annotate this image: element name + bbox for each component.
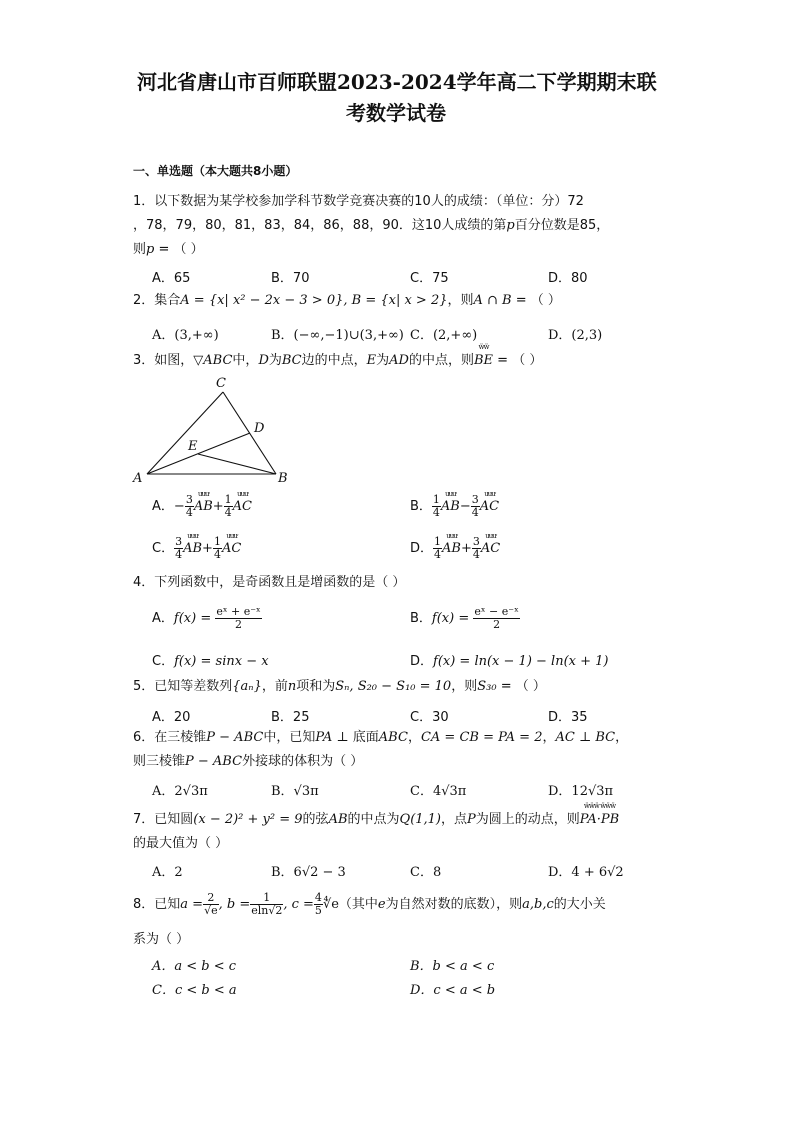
- question-8-a: 8．已知: [133, 897, 181, 912]
- section-heading: 一、单选题（本大题共8小题）: [133, 164, 298, 178]
- question-5: [133, 678, 546, 696]
- question-6-line2-pabc: P − ABC: [185, 754, 243, 769]
- question-6-cond3: AC ⊥ BC: [555, 730, 616, 745]
- triangle-figure: [130, 372, 300, 487]
- question-3-e: E: [366, 353, 377, 368]
- question-3-a: 3．如图，: [133, 353, 194, 368]
- question-6-line2-a: 则三棱锥: [133, 754, 186, 769]
- question-6-cond2: CA = CB = PA = 2: [420, 730, 543, 745]
- question-7-ab: AB: [328, 812, 348, 827]
- question-5-s30: S₃₀: [477, 679, 497, 694]
- question-7-line1: [133, 802, 620, 829]
- q3-option-b-frac2: $\frac{3}{4}$: [471, 493, 479, 519]
- question-1-blank: = （ ）: [154, 242, 204, 257]
- q6-option-d[interactable]: D．12√3π: [548, 784, 614, 799]
- q3-option-a-sign1: −: [173, 499, 185, 514]
- question-6-a: 6．在三棱锥: [133, 730, 207, 745]
- q1-option-a[interactable]: A．65: [152, 271, 191, 286]
- question-6-line2-b: 外接球的体积为（ ）: [242, 754, 364, 769]
- question-3-bc: BC: [281, 353, 302, 368]
- q3-option-c-sign2: +: [202, 541, 213, 556]
- question-1-p2: p: [146, 242, 155, 257]
- edge-ac: [147, 392, 223, 474]
- label-e: E: [188, 439, 198, 454]
- label-d: D: [254, 421, 265, 436]
- question-7-circle: (x − 2)² + y² = 9: [193, 812, 303, 827]
- q3-option-d-letter: D．: [410, 541, 434, 556]
- q3-option-b-vec1: ưưư AB: [440, 490, 460, 514]
- q3-option-a[interactable]: [152, 490, 253, 519]
- q3-option-c-frac2: $\frac{1}{4}$: [213, 535, 221, 561]
- question-8-a-frac: $\frac{2}{√e}$: [204, 891, 218, 917]
- question-1-line2-text: ，78，79，80，81，83，84，86，88，90．这10人成绩的第: [133, 218, 507, 233]
- q4-option-a-lhs: f(x) =: [173, 611, 212, 626]
- segment-ad: [147, 433, 250, 474]
- question-1-p: p: [506, 218, 515, 233]
- question-6-d: ，: [407, 730, 421, 745]
- question-5-c: 项和为: [296, 679, 336, 694]
- question-1-line2: [133, 217, 609, 235]
- question-8-c-lhs: , c =: [283, 897, 314, 912]
- q4-option-c[interactable]: [152, 650, 269, 669]
- q5-option-c[interactable]: C．30: [410, 710, 449, 725]
- q3-option-b-frac1: $\frac{1}{4}$: [432, 493, 440, 519]
- question-7-e: 为圆上的动点，则: [475, 812, 580, 827]
- q8-option-a[interactable]: A．a < b < c: [152, 959, 237, 974]
- q3-option-c-vec2: ưưư AC: [221, 532, 242, 556]
- question-5-d: ，则: [451, 679, 478, 694]
- q4-option-c-expr: f(x) = sinx − x: [174, 654, 269, 669]
- q3-option-b-sign2: −: [459, 499, 471, 514]
- q4-option-b-frac: $\frac{\text{eˣ − e⁻ˣ}}{2}$: [474, 605, 519, 631]
- q4-option-a-frac: $\frac{\text{eˣ + e⁻ˣ}}{2}$: [216, 605, 261, 631]
- q4-option-d-letter: D．: [410, 654, 434, 669]
- q4-option-d-expr: f(x) = ln(x − 1) − ln(x + 1): [433, 654, 609, 669]
- question-7-p: P: [467, 812, 476, 827]
- question-3-end: = （ ）: [493, 353, 543, 368]
- segment-be: [198, 454, 276, 474]
- q3-option-c-vec1: ưưư AB: [183, 532, 203, 556]
- q2-option-c[interactable]: C．(2,+∞): [410, 328, 478, 343]
- question-8-b-lhs: , b =: [218, 897, 251, 912]
- question-2: [133, 292, 561, 310]
- q4-option-a[interactable]: [152, 606, 262, 631]
- q3-option-d-frac1: $\frac{1}{4}$: [434, 535, 442, 561]
- question-6-pabc: P − ABC: [206, 730, 264, 745]
- label-c: C: [216, 376, 226, 391]
- page-title-line2: 考数学试卷: [346, 101, 446, 125]
- question-6-e: ，: [542, 730, 556, 745]
- question-6-line1: [133, 729, 628, 747]
- q3-option-b[interactable]: [410, 490, 500, 519]
- q8-option-b[interactable]: B．b < a < c: [410, 959, 495, 974]
- question-3-be-vector: ẅẅ BE: [474, 343, 494, 368]
- q3-option-a-frac2: $\frac{1}{4}$: [224, 493, 232, 519]
- question-5-b: ，前: [261, 679, 288, 694]
- q3-option-d-vec1: ưưư AB: [442, 532, 461, 556]
- q6-option-b[interactable]: B．√3π: [271, 784, 319, 799]
- q7-option-b[interactable]: B．6√2 − 3: [271, 865, 346, 880]
- question-8-abc: a,b,c: [522, 897, 554, 912]
- question-2-op: A ∩ B: [473, 293, 512, 308]
- question-3-etext: 为: [376, 353, 390, 368]
- label-b: B: [278, 471, 288, 486]
- q3-option-a-letter: A．: [152, 499, 174, 514]
- question-3-ad: AD: [389, 353, 409, 368]
- q1-option-d[interactable]: D．80: [548, 271, 588, 286]
- q3-option-b-vec2: ưưư AC: [479, 490, 500, 514]
- question-8-b-frac: $\frac{1}{eln√2}$: [251, 891, 283, 917]
- question-6-cond1: PA ⊥: [315, 730, 353, 745]
- q3-option-a-vec2: ưưư AC: [232, 490, 253, 514]
- question-8-c-root: ∜e: [322, 897, 339, 912]
- q3-option-a-sign2: +: [212, 499, 224, 514]
- question-7-line2: 的最大值为（ ）: [133, 836, 229, 851]
- question-8-line2: 系为（ ）: [133, 932, 190, 947]
- question-7-d: ，点: [441, 812, 468, 827]
- question-2-text: 2．集合: [133, 293, 181, 308]
- question-1-line3: [133, 241, 204, 259]
- question-8-d: 的大小关: [553, 897, 606, 912]
- question-3-c: 为: [268, 353, 282, 368]
- q8-option-c[interactable]: C．c < b < a: [152, 983, 237, 998]
- q7-option-c[interactable]: C．8: [410, 865, 442, 880]
- q3-option-c-letter: C．: [152, 541, 175, 556]
- q5-option-a[interactable]: A．20: [152, 710, 191, 725]
- q2-option-b[interactable]: B．(−∞,−1)∪(3,+∞): [271, 328, 404, 343]
- q8-option-d[interactable]: D．c < a < b: [410, 983, 496, 998]
- question-2-sets: A = {x| x² − 2x − 3 > 0}, B = {x| x > 2}: [180, 293, 448, 308]
- q3-option-d-frac2: $\frac{3}{4}$: [472, 535, 480, 561]
- q3-option-c[interactable]: [152, 532, 242, 561]
- question-3-b: 中，: [232, 353, 259, 368]
- question-7-a: 7．已知圆: [133, 812, 194, 827]
- q3-option-d-sign2: +: [460, 541, 472, 556]
- q3-option-d[interactable]: [410, 532, 501, 561]
- question-2-mid: ，则: [447, 293, 474, 308]
- question-2-end: = （ ）: [511, 293, 561, 308]
- question-6-f: ，: [615, 730, 629, 745]
- question-7-q: Q(1,1): [399, 812, 442, 827]
- q3-option-a-frac1: $\frac{3}{4}$: [185, 493, 193, 519]
- q1-option-b[interactable]: B．70: [271, 271, 310, 286]
- q2-option-a[interactable]: A．(3,+∞): [152, 328, 219, 343]
- question-5-cond: Sₙ, S₂₀ − S₁₀ = 10: [335, 679, 452, 694]
- q7-option-a[interactable]: A．2: [152, 865, 183, 880]
- page-title-line1: 河北省唐山市百师联盟2023-2024学年高二下学期期末联: [137, 70, 657, 94]
- question-8-c: 为自然对数的底数），则: [385, 897, 523, 912]
- q2-option-d[interactable]: D．(2,3): [548, 328, 603, 343]
- label-a: A: [133, 471, 143, 486]
- question-5-a: 5．已知等差数列: [133, 679, 233, 694]
- question-6-c: 底面: [352, 730, 379, 745]
- question-7-dot: ẅẅẅ ẅẅẅ PA·PB: [579, 802, 620, 827]
- q3-option-a-vec1: ưưư AB: [193, 490, 213, 514]
- q6-option-c[interactable]: C．4√3π: [410, 784, 467, 799]
- question-6-abc: ABC: [378, 730, 408, 745]
- q5-option-d[interactable]: D．35: [548, 710, 588, 725]
- question-3-dtext: 边的中点，: [301, 353, 367, 368]
- q4-option-a-letter: A．: [152, 611, 174, 626]
- q4-option-b-lhs: f(x) =: [431, 611, 470, 626]
- question-1-line1: 1．以下数据为某学校参加学科节数学竞赛决赛的10人的成绩：（单位：分）72: [133, 194, 584, 209]
- question-7-c: 的中点为: [347, 812, 400, 827]
- question-7-b: 的弦: [302, 812, 329, 827]
- q3-option-c-frac1: $\frac{3}{4}$: [175, 535, 183, 561]
- q7-option-d[interactable]: D．4 + 6√2: [548, 865, 624, 880]
- question-6-line2: [133, 753, 363, 771]
- question-3-ftext: 的中点，则: [408, 353, 474, 368]
- question-3-triangle: ▽ABC: [193, 353, 233, 368]
- question-6-b: 中，已知: [263, 730, 316, 745]
- q4-option-c-letter: C．: [152, 654, 175, 669]
- question-8-a-lhs: a =: [180, 897, 204, 912]
- question-1-line2-end: 百分位数是85，: [514, 218, 610, 233]
- question-1-then: 则: [133, 242, 147, 257]
- question-5-seq: {aₙ}: [232, 679, 262, 694]
- question-5-e: = （ ）: [496, 679, 546, 694]
- q3-option-d-vec2: ưưư AC: [480, 532, 501, 556]
- q5-option-b[interactable]: B．25: [271, 710, 310, 725]
- question-3-d: D: [258, 353, 269, 368]
- question-3: [133, 343, 543, 370]
- q6-option-a[interactable]: A．2√3π: [152, 784, 208, 799]
- q4-option-d[interactable]: [410, 650, 608, 669]
- question-5-n: n: [287, 679, 297, 694]
- question-8-c-frac: $\frac{4}{5}$: [314, 891, 322, 917]
- q3-option-b-letter: B．: [410, 499, 432, 514]
- q1-option-c[interactable]: C．75: [410, 271, 449, 286]
- q4-option-b[interactable]: [410, 606, 520, 631]
- question-8-e: e: [377, 897, 386, 912]
- question-4: 4．下列函数中，是奇函数且是增函数的是（ ）: [133, 575, 406, 590]
- q4-option-b-letter: B．: [410, 611, 432, 626]
- question-8-line1: [133, 892, 606, 917]
- question-8-b: （其中: [338, 897, 378, 912]
